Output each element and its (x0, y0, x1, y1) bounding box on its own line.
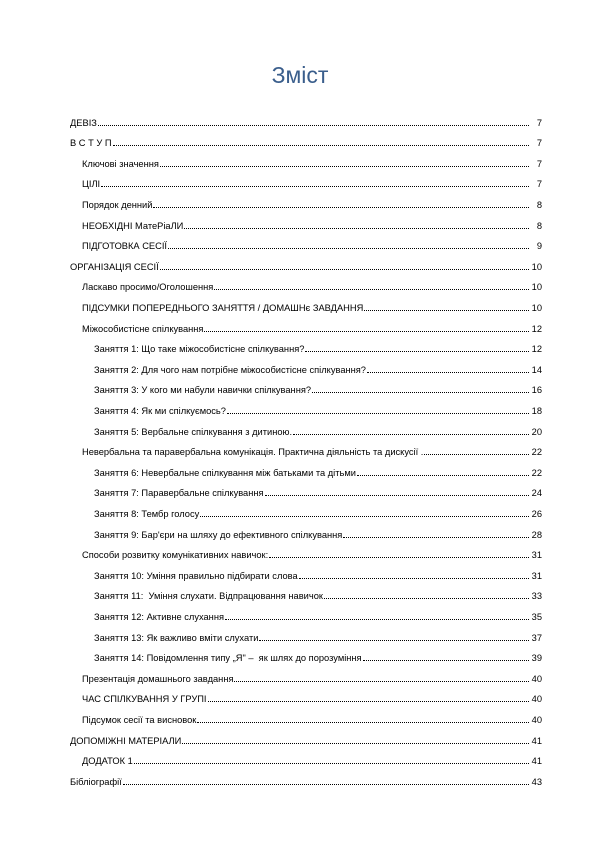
toc-entry-label: В С Т У П (70, 138, 112, 149)
dot-leader (98, 122, 529, 126)
toc-entry[interactable] (82, 541, 542, 562)
dot-leader (265, 492, 529, 496)
toc-entry-page-number: 20 (531, 426, 542, 437)
toc-entry[interactable] (70, 129, 542, 150)
dot-leader (269, 554, 529, 558)
toc-entry[interactable] (94, 582, 542, 603)
toc-entry[interactable] (70, 252, 542, 273)
dot-leader (204, 328, 529, 332)
toc-entry-label: Способи розвитку комунікативних навичок: (82, 550, 269, 561)
dot-leader (182, 740, 529, 744)
dot-leader (259, 637, 529, 641)
toc-entry-label: Підсумок сесії та висновок (82, 714, 197, 725)
toc-entry[interactable] (82, 664, 542, 685)
toc-entry-page-number: 22 (531, 447, 542, 458)
dot-leader (227, 410, 529, 414)
toc-entry-page-number: 7 (536, 158, 542, 169)
toc-entry-page-number: 35 (531, 611, 542, 622)
dot-leader (293, 431, 529, 435)
toc-entry-label: Порядок денний (82, 199, 153, 210)
toc-entry[interactable] (82, 273, 542, 294)
dot-leader (200, 513, 529, 517)
toc-entry[interactable] (82, 170, 542, 191)
toc-entry-page-number: 7 (536, 179, 542, 190)
toc-entry[interactable] (70, 726, 542, 747)
toc-entry[interactable] (82, 190, 542, 211)
toc-entry-label: Заняття 11: Уміння слухати. Відпрацювання навичок (94, 591, 323, 602)
toc-entry-page-number: 7 (536, 117, 542, 128)
toc-entry[interactable] (94, 644, 542, 665)
toc-entry-label: Невербальна та паравербальна комунікація. Практична діяльність та дискусії . (82, 447, 424, 458)
toc-entry[interactable] (82, 149, 542, 170)
toc-entry-page-number: 8 (536, 220, 542, 231)
toc-entry-label: Заняття 12: Активне слухання (94, 611, 224, 622)
toc-entry[interactable] (94, 623, 542, 644)
toc-entry-page-number: 22 (531, 467, 542, 478)
toc-entry-label: Ключові значення (82, 158, 159, 169)
toc-entry-label: ПІДГОТОВКА СЕСІЇ (82, 241, 167, 252)
toc-entry[interactable] (82, 705, 542, 726)
toc-entry[interactable] (94, 499, 542, 520)
dot-leader (234, 678, 529, 682)
toc-entry-page-number: 14 (531, 364, 542, 375)
toc-entry[interactable] (94, 376, 542, 397)
toc-entry-page-number: 8 (536, 199, 542, 210)
toc-entry-label: ДЕВІЗ (70, 117, 97, 128)
dot-leader (160, 163, 529, 167)
toc-entry-page-number: 12 (531, 323, 542, 334)
dot-leader (424, 451, 529, 455)
dot-leader (299, 575, 529, 579)
dot-leader (208, 698, 529, 702)
toc-entry-label: Заняття 3: У кого ми набули навички спілкування? (94, 385, 312, 396)
toc-entry-page-number: 16 (531, 385, 542, 396)
page-title: Зміст (271, 62, 329, 88)
dot-leader (168, 245, 529, 249)
toc-entry-page-number: 31 (531, 550, 542, 561)
dot-leader (367, 369, 529, 373)
toc-entry[interactable] (94, 561, 542, 582)
toc-entry-label: ПІДСУМКИ ПОПЕРЕДНЬОГО ЗАНЯТТЯ / ДОМАШНє ЗАВДАННЯ (82, 302, 364, 313)
dot-leader (214, 286, 529, 290)
dot-leader (312, 389, 529, 393)
toc-entry[interactable] (94, 355, 542, 376)
dot-leader (225, 616, 529, 620)
toc-entry[interactable] (94, 520, 542, 541)
toc-entry-page-number: 41 (531, 735, 542, 746)
dot-leader (363, 657, 529, 661)
toc-entry-page-number: 10 (531, 282, 542, 293)
toc-entry[interactable] (82, 438, 542, 459)
toc-entry-label: Заняття 13: Як важливо вміти слухати (94, 632, 259, 643)
dot-leader (364, 307, 529, 311)
dot-leader (343, 534, 529, 538)
toc-entry-label: ОРГАНІЗАЦІЯ СЕСІЇ (70, 261, 159, 272)
toc-entry[interactable] (82, 314, 542, 335)
toc-entry-label: ДОПОМІЖНІ МАТЕРІАЛИ (70, 735, 182, 746)
dot-leader (324, 595, 529, 599)
toc-entry-label: Бібліографії (70, 776, 122, 787)
dot-leader (101, 183, 529, 187)
toc-entry-label: Заняття 9: Бар'єри на шляху до ефективного спілкування (94, 529, 343, 540)
toc-entry[interactable] (82, 293, 542, 314)
toc-entry[interactable] (94, 479, 542, 500)
toc-entry-label: Заняття 6: Невербальне спілкування між батьками та дітьми (94, 467, 356, 478)
toc-entry-page-number: 40 (531, 673, 542, 684)
toc-entry-label: Ласкаво просимо/Оголошення (82, 282, 214, 293)
toc-entry-label: Заняття 14: Повідомлення типу „Я" – як шлях до порозуміння (94, 653, 362, 664)
toc-entry-page-number: 28 (531, 529, 542, 540)
dot-leader (357, 472, 529, 476)
toc-entry[interactable] (94, 602, 542, 623)
toc-entry-label: Заняття 1: Що таке міжособистісне спілкування? (94, 344, 305, 355)
toc-entry[interactable] (82, 232, 542, 253)
toc-entry-label: Заняття 4: Як ми спілкуємось? (94, 405, 226, 416)
toc-entry[interactable] (70, 767, 542, 788)
dot-leader (113, 142, 529, 146)
toc-entry-page-number: 33 (531, 591, 542, 602)
dot-leader (123, 781, 529, 785)
toc-entry-page-number: 40 (531, 714, 542, 725)
toc-entry-label: Заняття 8: Тембр голосу (94, 508, 200, 519)
toc-entry-label: ЧАС СПІЛКУВАННЯ У ГРУПІ (82, 694, 207, 705)
dot-leader (197, 719, 529, 723)
toc-entry-page-number: 18 (531, 405, 542, 416)
toc-entry[interactable] (82, 747, 542, 768)
toc-entry-label: ЦІЛІ (82, 179, 101, 190)
toc-entry-page-number: 40 (531, 694, 542, 705)
toc-entry[interactable] (94, 458, 542, 479)
toc-entry-page-number: 7 (536, 138, 542, 149)
toc-entry-page-number: 10 (531, 261, 542, 272)
toc-entry[interactable] (82, 211, 542, 232)
toc-entry[interactable] (82, 685, 542, 706)
toc-entry[interactable] (94, 417, 542, 438)
toc-entry[interactable] (94, 335, 542, 356)
toc-entry-label: НЕОБХІДНІ МатеРіаЛИ (82, 220, 184, 231)
toc-entry[interactable] (94, 396, 542, 417)
toc-entry-page-number: 39 (531, 653, 542, 664)
toc-entry-page-number: 10 (531, 302, 542, 313)
toc-entry-page-number: 12 (531, 344, 542, 355)
toc-entry-label: ДОДАТОК 1 (82, 756, 133, 767)
toc-entry-page-number: 37 (531, 632, 542, 643)
toc-entry-label: Презентація домашнього завдання (82, 673, 234, 684)
dot-leader (305, 348, 529, 352)
toc-entry-label: Заняття 5: Вербальне спілкування з дитиною. (94, 426, 293, 437)
toc-entry-page-number: 24 (531, 488, 542, 499)
toc-entry-page-number: 26 (531, 508, 542, 519)
dot-leader (153, 204, 529, 208)
toc-entry-page-number: 9 (536, 241, 542, 252)
toc-entry-label: Заняття 10: Уміння правильно підбирати слова (94, 570, 298, 581)
dot-leader (184, 225, 529, 229)
toc-entry-label: Заняття 7: Паравербальне спілкування (94, 488, 264, 499)
toc-entry-page-number: 31 (531, 570, 542, 581)
dot-leader (134, 760, 529, 764)
toc-entry-page-number: 43 (531, 776, 542, 787)
toc-entry[interactable] (70, 108, 542, 129)
toc-entry-page-number: 41 (531, 756, 542, 767)
dot-leader (160, 266, 529, 270)
toc-entry-label: Міжособистісне спілкування (82, 323, 204, 334)
toc-entry-label: Заняття 2: Для чого нам потрібне міжособистісне спілкування? (94, 364, 366, 375)
